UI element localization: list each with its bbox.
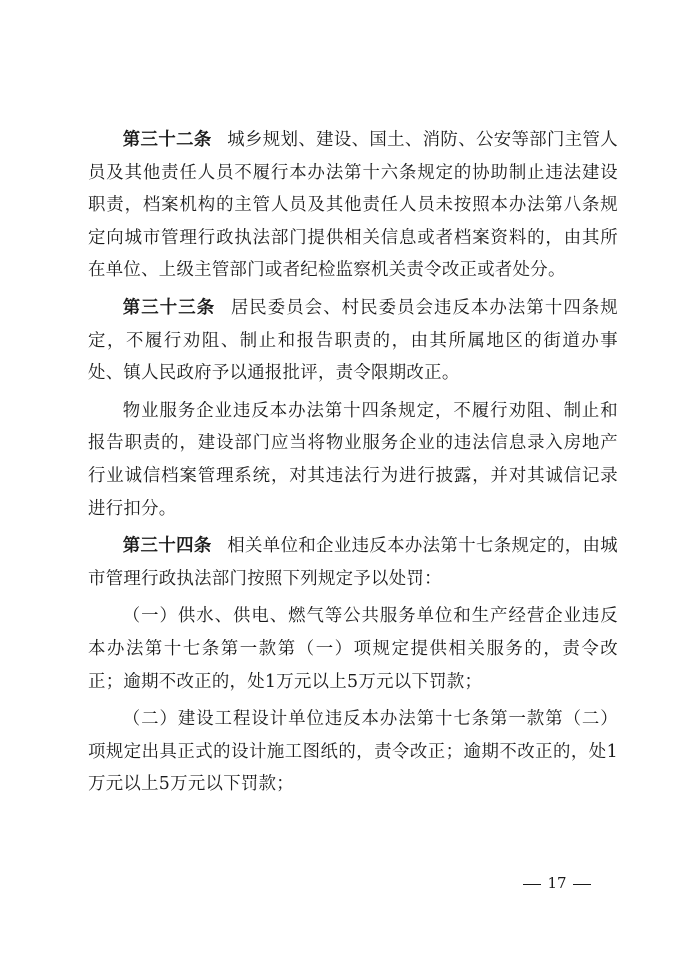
- document-body: [88, 124, 618, 806]
- article-32-text: 城乡规划、建设、国土、消防、公安等部门主管人员及其他责任人员不履行本办法第十六条规定的协助制止违法建设职责，档案机构的主管人员及其他责任人员未按照本办法第八条规定向城市管理行政执法部门提供相关信息或者档案资料的，由其所在单位、上级主管部门或者纪检监察机关责令改正或者处分。: [88, 130, 618, 281]
- article-34-heading: 第三十四条: [122, 536, 212, 557]
- article-32-paragraph: [88, 124, 618, 287]
- article-34-text: 相关单位和企业违反本办法第十七条规定的，由城市管理行政执法部门按照下列规定予以处罚：: [88, 536, 618, 589]
- article-33-second-paragraph: [88, 395, 618, 525]
- article-33-paragraph: [88, 292, 618, 390]
- page-number: [512, 874, 602, 892]
- page-number-value: 17: [547, 874, 567, 892]
- page-number-right-dash: [573, 884, 591, 885]
- article-33-heading: 第三十三条: [122, 297, 216, 318]
- article-34-item-2-text: （二）建设工程设计单位违反本办法第十七条第一款第（二）项规定出具正式的设计施工图纸的，责令改正；逾期不改正的，处1万元以上5万元以下罚款；: [88, 709, 618, 795]
- article-33-text: 居民委员会、村民委员会违反本办法第十四条规定，不履行劝阻、制止和报告职责的，由其所属地区的街道办事处、镇人民政府予以通报批评，责令限期改正。: [88, 297, 618, 384]
- article-34-item-1: [88, 600, 618, 698]
- article-32-heading: 第三十二条: [122, 130, 212, 150]
- page-number-left-dash: [523, 884, 541, 885]
- article-33-second-text: 物业服务企业违反本办法第十四条规定，不履行劝阻、制止和报告职责的，建设部门应当将物业服务企业的违法信息录入房地产行业诚信档案管理系统，对其违法行为进行披露，并对其诚信记录进行扣分。: [88, 400, 618, 519]
- article-34-item-2: [88, 703, 618, 801]
- article-34-paragraph: [88, 530, 618, 595]
- article-34-item-1-text: （一）供水、供电、燃气等公共服务单位和生产经营企业违反本办法第十七条第一款第（一）项规定提供相关服务的，责令改正；逾期不改正的，处1万元以上5万元以下罚款；: [88, 606, 618, 692]
